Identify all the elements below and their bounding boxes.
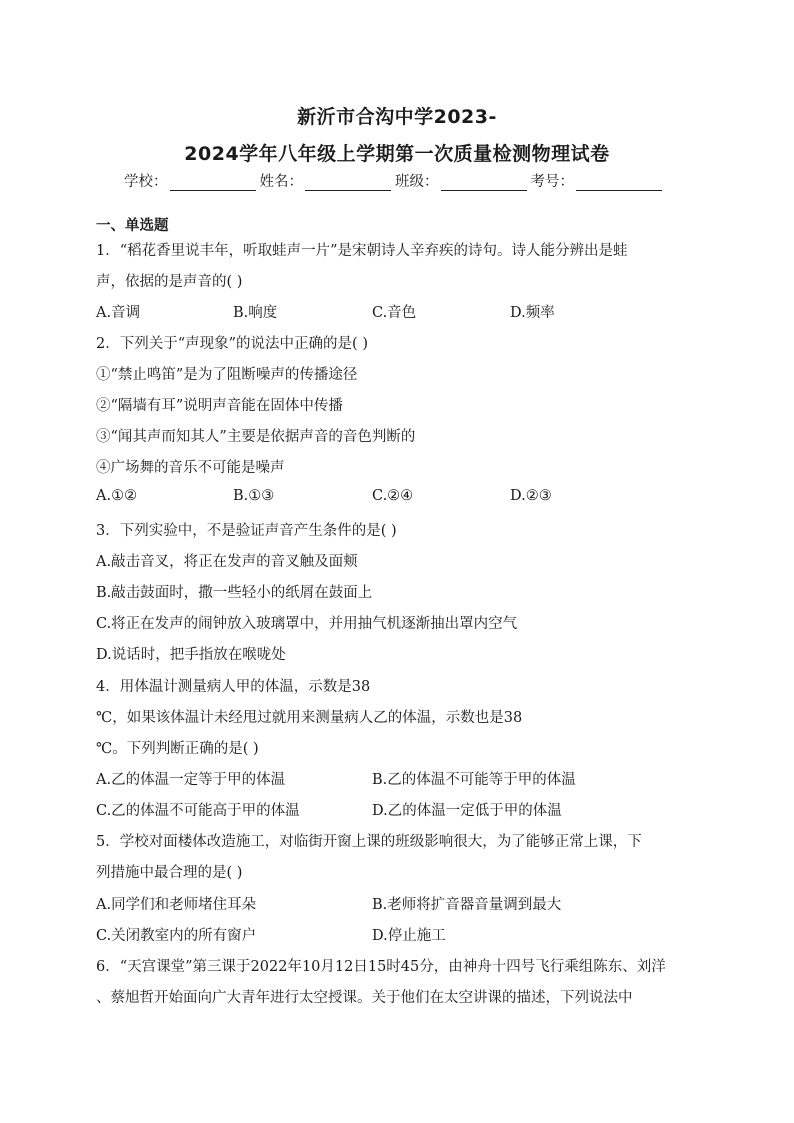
name-label: 姓名： <box>259 174 303 190</box>
q2-statement-2: ②“隔墙有耳”说明声音能在固体中传播 <box>96 398 343 414</box>
q4-stem-line-3: ℃。下列判断正确的是( ) <box>96 741 259 757</box>
class-blank[interactable] <box>441 174 527 191</box>
q5-option-a[interactable]: A.同学们和老师堵住耳朵 <box>96 897 257 913</box>
class-label: 班级： <box>395 174 439 190</box>
q6-stem-line-1: 6．“天宫课堂”第三课于2022年10月12日15时45分，由神舟十四号飞行乘组陈东、刘洋 <box>96 959 666 975</box>
q3-option-c[interactable]: C.将正在发声的闹钟放入玻璃罩中，并用抽气机逐渐抽出罩内空气 <box>96 616 518 632</box>
q2-statement-1: ①“禁止鸣笛”是为了阻断噪声的传播途径 <box>96 367 358 383</box>
q4-stem-line-2: ℃，如果该体温计未经甩过就用来测量病人乙的体温，示数也是38 <box>96 710 523 726</box>
q5-stem-line-2: 列措施中最合理的是( ) <box>96 865 243 881</box>
q1-option-a[interactable]: A.音调 <box>96 305 141 321</box>
q6-stem-line-2: 、蔡旭哲开始面向广大青年进行太空授课。关于他们在太空讲课的描述，下列说法中 <box>96 990 633 1006</box>
school-label: 学校： <box>124 174 168 190</box>
q4-option-a[interactable]: A.乙的体温一定等于甲的体温 <box>96 772 286 788</box>
q4-option-c[interactable]: C.乙的体温不可能高于甲的体温 <box>96 803 300 819</box>
q5-option-b[interactable]: B.老师将扩音器音量调到最大 <box>372 897 562 913</box>
q3-stem: 3．下列实验中，不是验证声音产生条件的是( ) <box>96 523 397 539</box>
q1-stem-line-1: 1．“稻花香里说丰年，听取蛙声一片”是宋朝诗人辛弃疾的诗句。诗人能分辨出是蛙 <box>96 243 628 259</box>
q2-option-b[interactable]: B.①③ <box>233 488 275 504</box>
q4-stem-line-1: 4．用体温计测量病人甲的体温，示数是38 <box>96 679 371 695</box>
q2-option-d[interactable]: D.②③ <box>510 488 552 504</box>
q4-option-b[interactable]: B.乙的体温不可能等于甲的体温 <box>372 772 576 788</box>
q3-option-b[interactable]: B.敲击鼓面时，撒一些轻小的纸屑在鼓面上 <box>96 585 373 601</box>
exam-number-blank[interactable] <box>576 174 662 191</box>
q2-option-a[interactable]: A.①② <box>96 488 138 504</box>
school-blank[interactable] <box>170 174 256 191</box>
q2-stem: 2．下列关于“声现象”的说法中正确的是( ) <box>96 336 368 352</box>
q3-option-a[interactable]: A.敲击音叉，将正在发声的音叉触及面颊 <box>96 554 358 570</box>
q4-option-d[interactable]: D.乙的体温一定低于甲的体温 <box>372 803 562 819</box>
q1-option-b[interactable]: B.响度 <box>233 305 278 321</box>
q1-option-c[interactable]: C.音色 <box>372 305 417 321</box>
q3-option-d[interactable]: D.说话时，把手指放在喉咙处 <box>96 647 286 663</box>
exam-title-line-1: 新沂市合沟中学2023- <box>297 106 497 128</box>
name-blank[interactable] <box>305 174 391 191</box>
student-info-row <box>124 170 684 191</box>
exam-number-label: 考号： <box>530 174 574 190</box>
q2-option-c[interactable]: C.②④ <box>372 488 414 504</box>
q1-stem-line-2: 声，依据的是声音的( ) <box>96 274 243 290</box>
q1-option-d[interactable]: D.频率 <box>510 305 555 321</box>
q5-option-d[interactable]: D.停止施工 <box>372 928 446 944</box>
q5-stem-line-1: 5．学校对面楼体改造施工，对临街开窗上课的班级影响很大，为了能够正常上课，下 <box>96 834 642 850</box>
q2-statement-4: ④广场舞的音乐不可能是噪声 <box>96 460 285 476</box>
q2-statement-3: ③“闻其声而知其人”主要是依据声音的音色判断的 <box>96 429 416 445</box>
section-heading: 一、单选题 <box>96 218 169 234</box>
exam-title-line-2: 2024学年八年级上学期第一次质量检测物理试卷 <box>184 143 610 165</box>
q5-option-c[interactable]: C.关闭教室内的所有窗户 <box>96 928 257 944</box>
